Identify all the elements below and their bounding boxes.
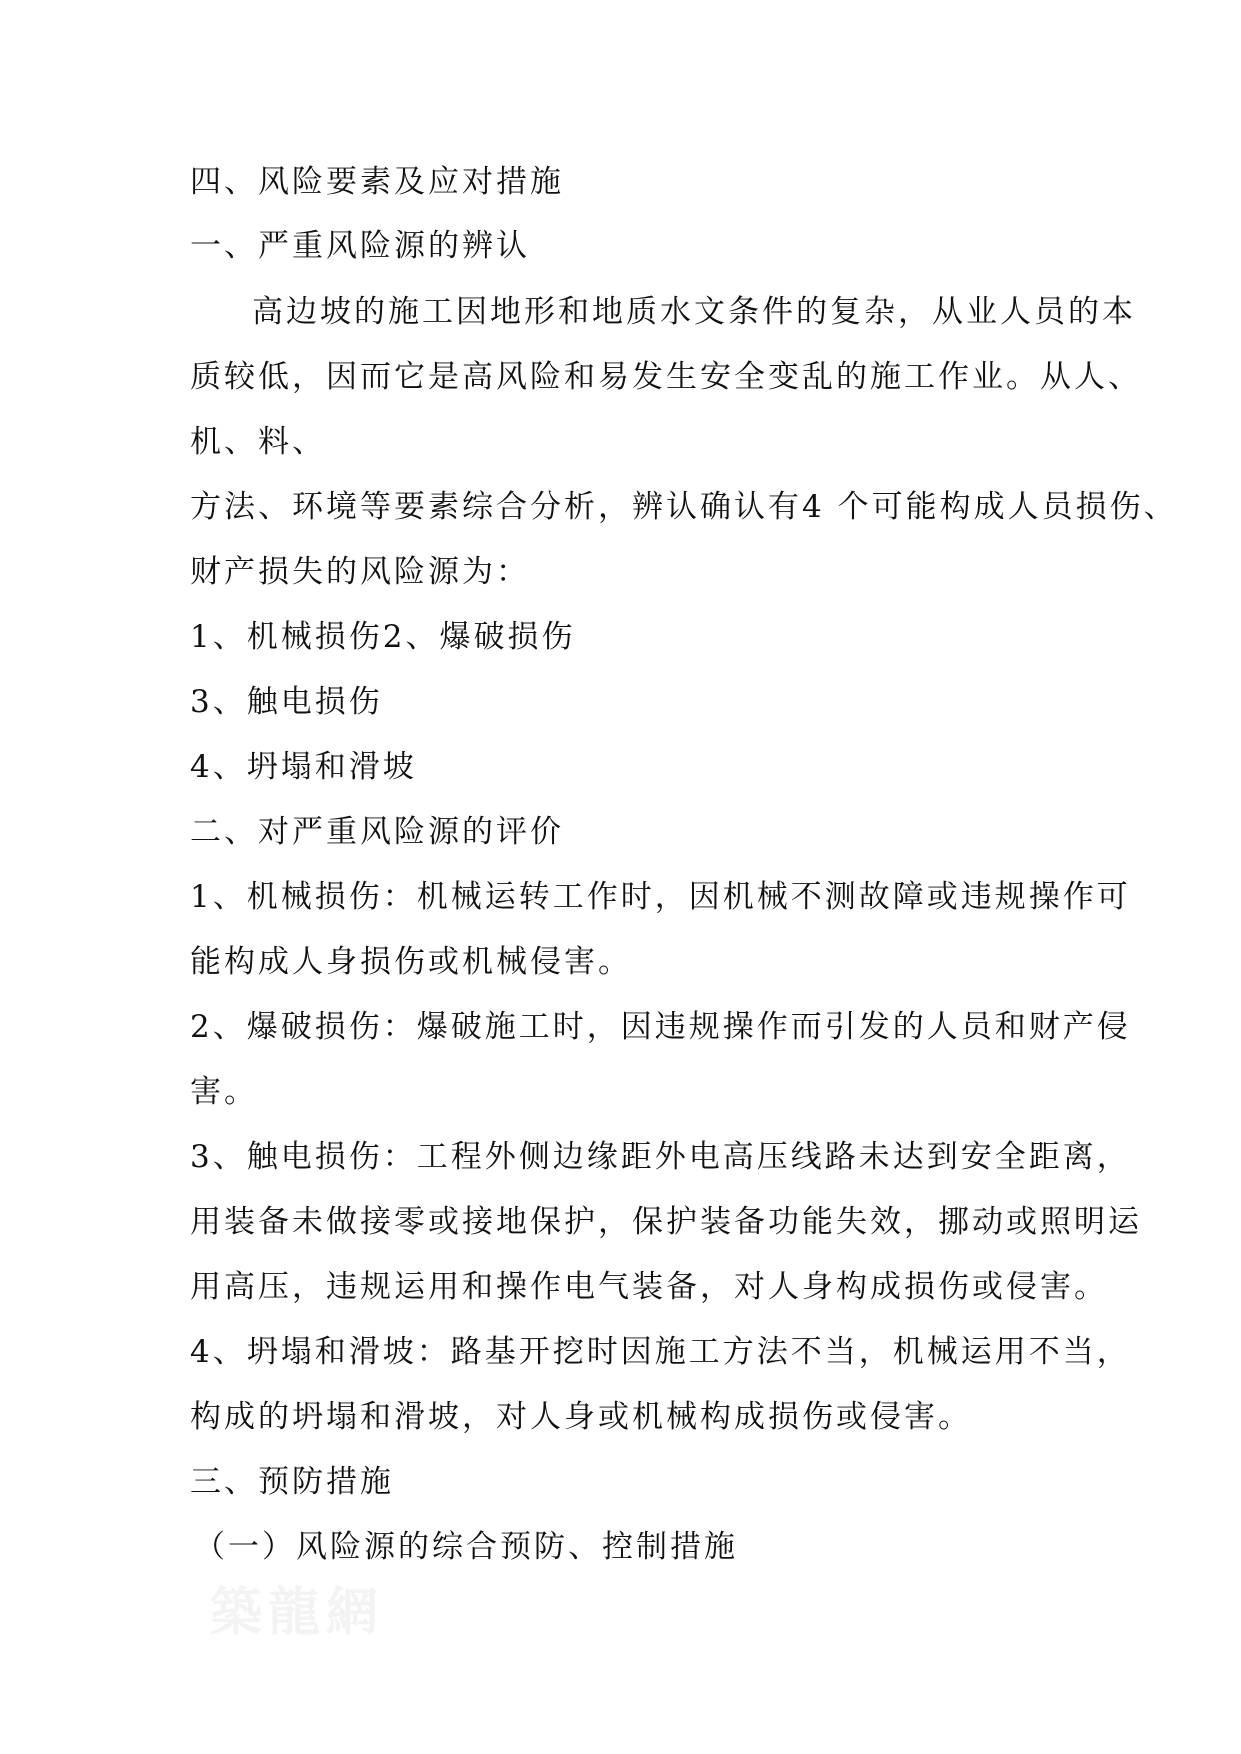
paragraph-line: 用高压，违规运用和操作电气装备，对人身构成损伤或侵害。: [190, 1269, 1108, 1305]
list-item: 4、坍塌和滑坡: [190, 749, 417, 785]
section-heading: 四、风险要素及应对措施: [190, 164, 564, 200]
paragraph-line: 财产损失的风险源为：: [190, 554, 530, 590]
subsection-heading: 三、预防措施: [190, 1464, 394, 1500]
subsection-heading: 一、严重风险源的辨认: [190, 228, 530, 264]
watermark-logo: 築龍網: [210, 1582, 385, 1643]
paragraph-line: 用装备未做接零或接地保护，保护装备功能失效，挪动或照明运: [190, 1204, 1142, 1240]
paragraph-line: 能构成人身损伤或机械侵害。: [190, 944, 632, 980]
paragraph-line: 4、坍塌和滑坡：路基开挖时因施工方法不当，机械运用不当，: [190, 1334, 1131, 1370]
paragraph-line: 3、触电损伤：工程外侧边缘距外电高压线路未达到安全距离，: [190, 1139, 1131, 1175]
list-item: 3、触电损伤: [190, 684, 383, 720]
paragraph-line: 1、机械损伤：机械运转工作时，因机械不测故障或违规操作可: [190, 879, 1131, 915]
list-item: 1、机械损伤2、爆破损伤: [190, 619, 576, 655]
paragraph-line: 机、料、: [190, 424, 326, 460]
paragraph-line: 方法、环境等要素综合分析，辨认确认有4 个可能构成人员损伤、: [190, 489, 1178, 525]
paragraph-line: 构成的坍塌和滑坡，对人身或机械构成损伤或侵害。: [190, 1399, 972, 1435]
subsection-heading: （一）风险源的综合预防、控制措施: [194, 1529, 738, 1565]
paragraph-line: 2、爆破损伤：爆破施工时，因违规操作而引发的人员和财产侵: [190, 1009, 1131, 1045]
paragraph-line: 高边坡的施工因地形和地质水文条件的复杂，从业人员的本: [252, 294, 1136, 330]
subsection-heading: 二、对严重风险源的评价: [190, 814, 564, 850]
paragraph-line: 质较低，因而它是高风险和易发生安全变乱的施工作业。从人、: [190, 359, 1142, 395]
paragraph-line: 害。: [190, 1074, 258, 1110]
